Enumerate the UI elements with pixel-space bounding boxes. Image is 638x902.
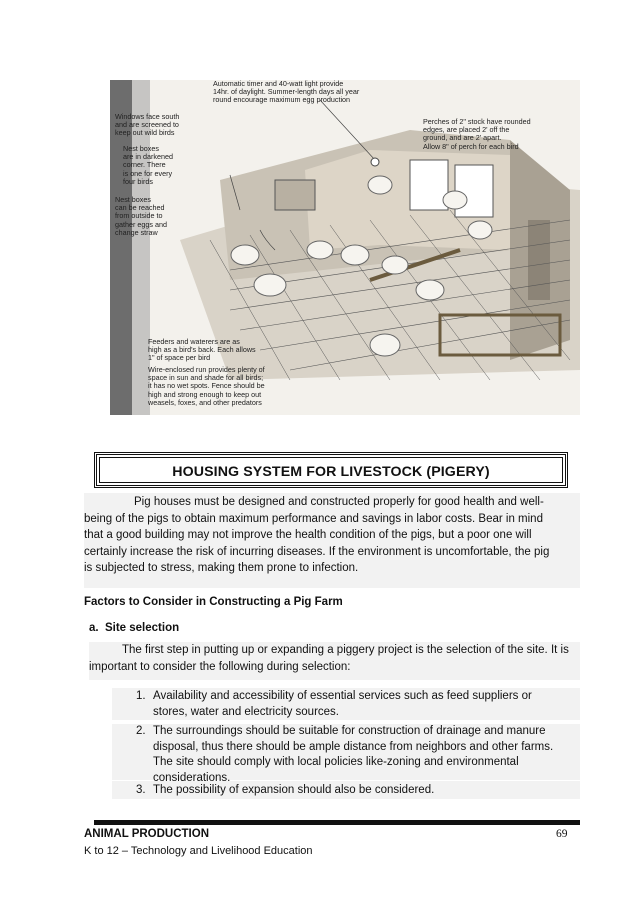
- label-nest-dark: Nest boxes are in darkened corner. There is one for every four birds: [123, 144, 173, 186]
- label-perches: Perches of 2" stock have rounded edges, are placed 2' off the ground, and are 2' apart. Allow 8" of perch for each bird: [423, 117, 531, 151]
- list-item-number: 3.: [136, 784, 146, 796]
- list-item-number: 1.: [136, 690, 146, 702]
- label-feeders: Feeders and waterers are as high as a bird's back. Each allows 1" of space per bird: [148, 337, 256, 363]
- intro-line: Pig houses must be designed and constructed properly for good health and well-: [134, 496, 544, 508]
- intro-line: being of the pigs to obtain maximum performance and savings in labor costs. Bear in mind: [84, 512, 543, 525]
- site-paragraph: [89, 642, 580, 675]
- footer-subtitle: K to 12 – Technology and Livelihood Education: [84, 845, 313, 857]
- intro-line: is subjected to stress, making them prone to infection.: [84, 562, 359, 574]
- list-item-line: Availability and accessibility of essential services such as feed suppliers or: [153, 690, 532, 702]
- page-number: 69: [556, 828, 568, 840]
- site-line: important to consider the following during selection:: [89, 660, 351, 673]
- list-item-line: The site should comply with local policies like-zoning and environmental: [153, 756, 519, 768]
- label-nest-reach: Nest boxes can be reached from outside to gather eggs and change straw: [115, 195, 167, 237]
- list-item-line: The possibility of expansion should also be considered.: [153, 784, 435, 796]
- label-run: Wire-enclosed run provides plenty of space in sun and shade for all birds; it has no wet spots. Fence should be high and strong enough to keep out weasels, foxes, and other predators: [148, 365, 265, 407]
- list-item-line: stores, water and electricity sources.: [153, 705, 339, 718]
- section-title: HOUSING SYSTEM FOR LIVESTOCK (PIGERY): [172, 464, 490, 480]
- intro-line: certainly increase the risk of incurring diseases. If the environment is uncomfortable, the pig: [84, 545, 550, 558]
- label-windows: Windows face south and are screened to keep out wild birds: [115, 112, 180, 138]
- list-item-line: considerations.: [153, 771, 231, 784]
- factors-heading: Factors to Consider in Constructing a Pig Farm: [84, 596, 343, 608]
- list-item-number: 2.: [136, 725, 146, 737]
- site-line: The first step in putting up or expanding a piggery project is the selection of the site. It is: [122, 644, 569, 656]
- section-title-box: [94, 452, 568, 488]
- poultry-house-illustration: [110, 80, 580, 415]
- intro-line: that a good building may not improve the health condition of the pigs, but a poor one will: [84, 529, 532, 541]
- footer-rule: [94, 820, 580, 825]
- site-selection-heading: a. Site selection: [89, 622, 180, 634]
- label-timer: Automatic timer and 40-watt light provide 14hr. of daylight. Summer-length days all year round encourage maximum egg production: [213, 79, 360, 105]
- list-item-line: disposal, thus there should be ample distance from neighbors and other farms.: [153, 740, 554, 753]
- list-item-line: The surroundings should be suitable for construction of drainage and manure: [153, 725, 546, 737]
- intro-paragraph: [84, 494, 580, 577]
- footer-title: ANIMAL PRODUCTION: [84, 828, 210, 840]
